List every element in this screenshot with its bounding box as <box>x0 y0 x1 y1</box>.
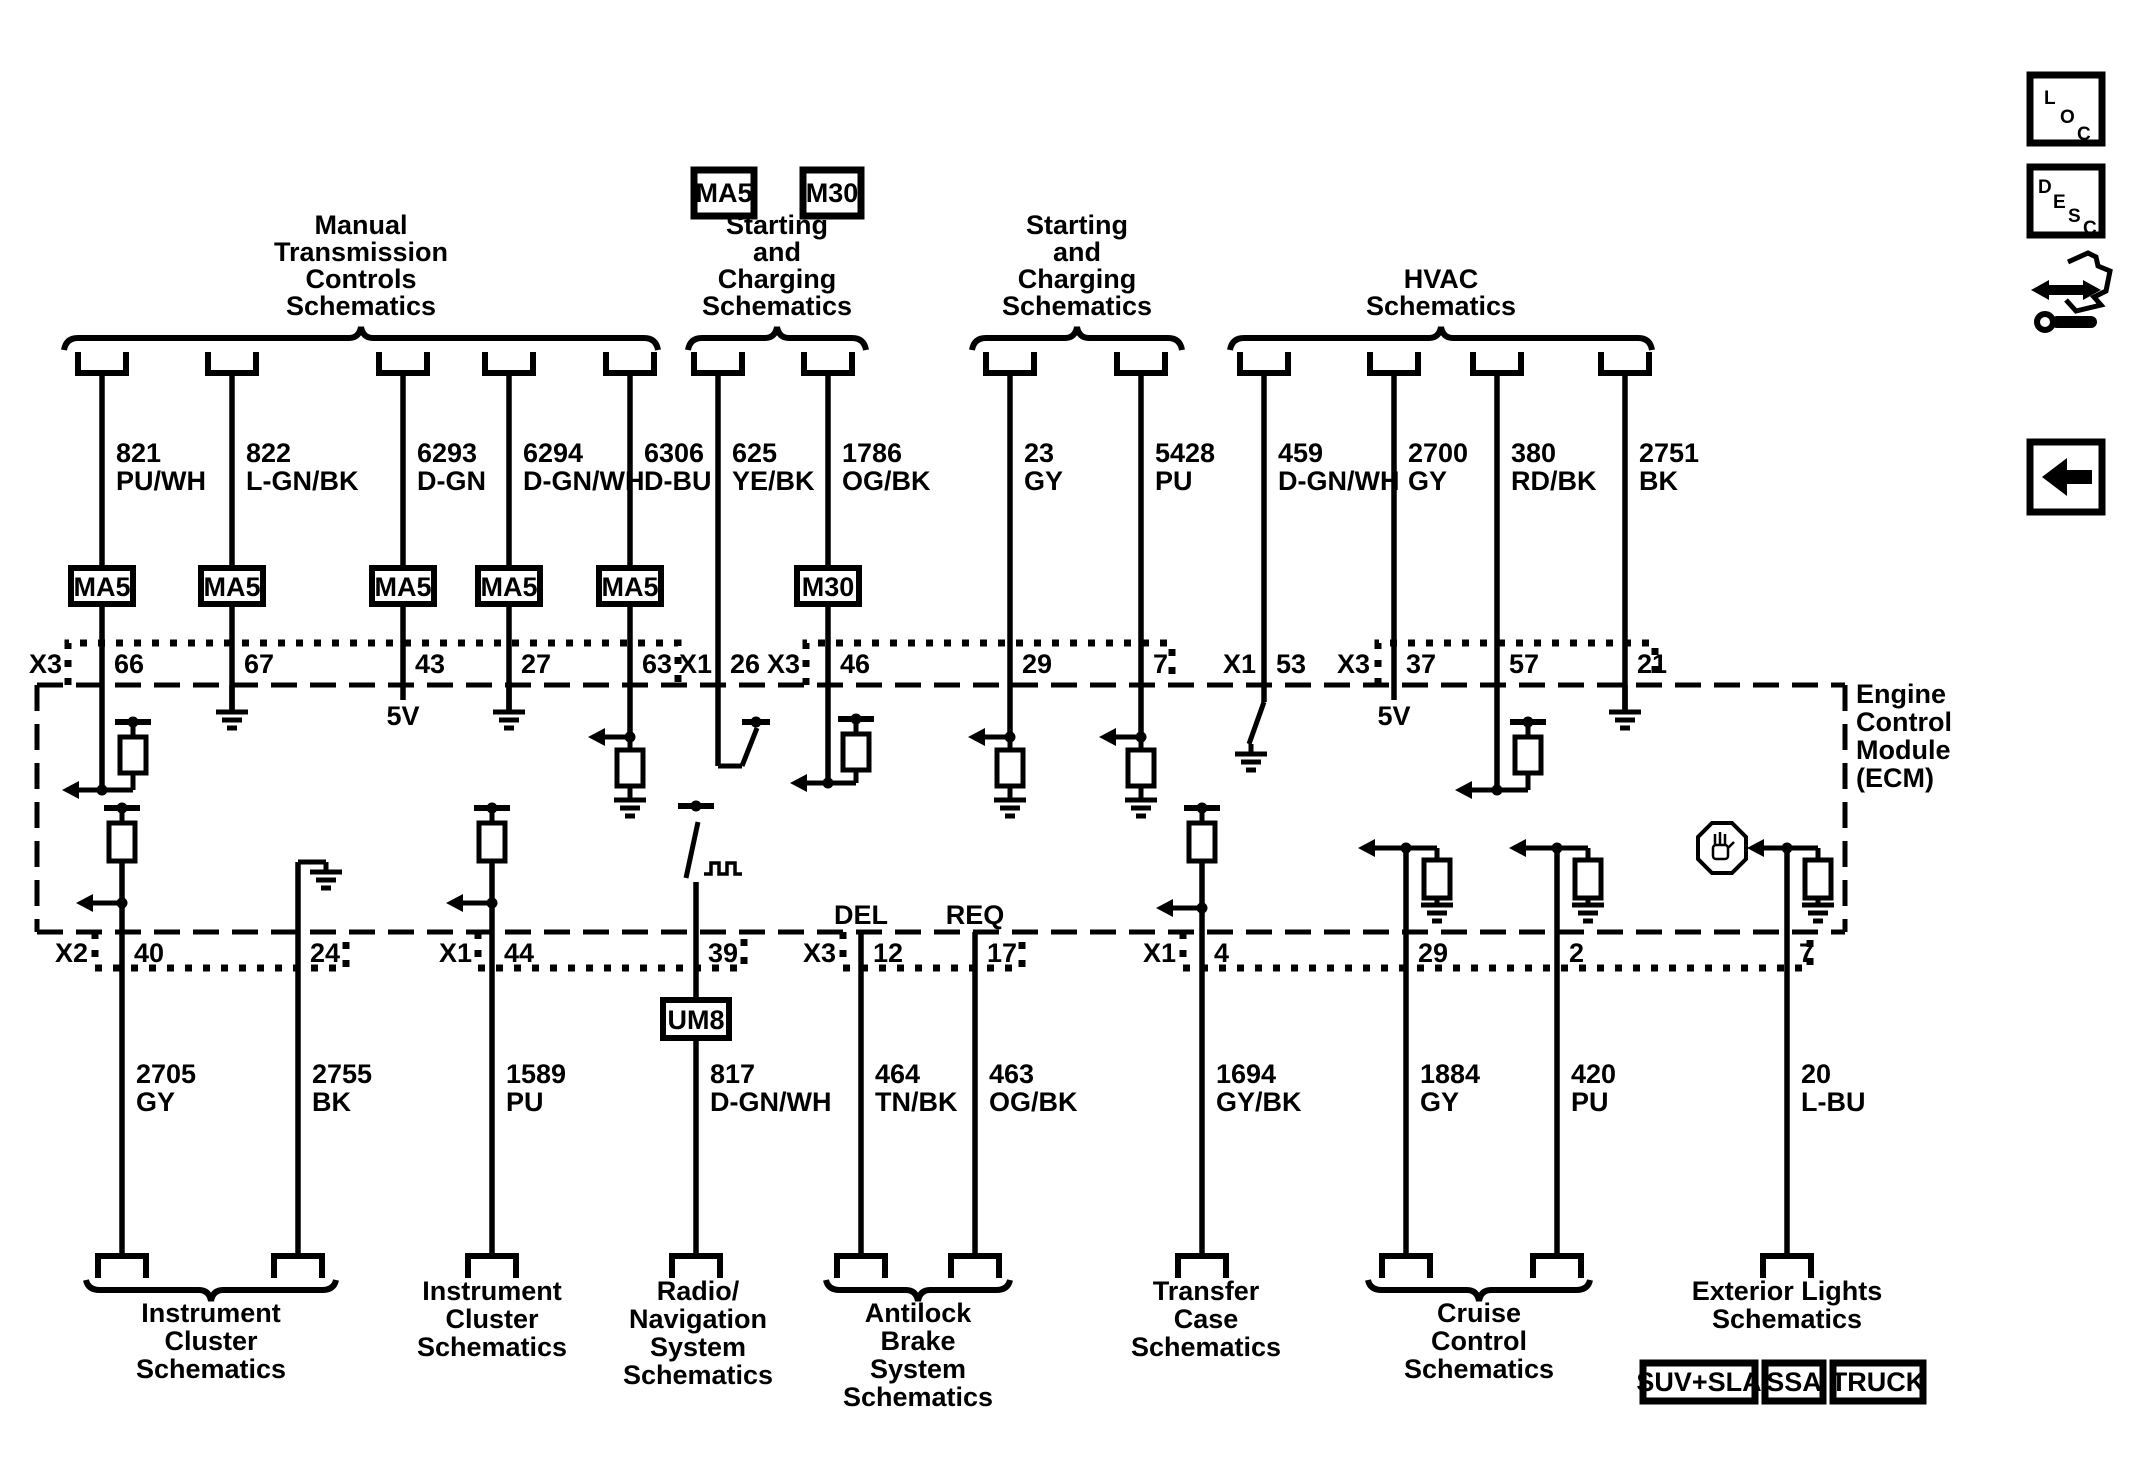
pin-number: 7 <box>1153 649 1169 679</box>
group-label-line: Instrument <box>141 1298 281 1328</box>
connector-prefix: X1 <box>438 938 472 968</box>
pin-number: 7 <box>1799 938 1815 968</box>
wire-color-label: D-GN/WH <box>1278 466 1400 496</box>
desc-letter: S <box>2068 206 2081 227</box>
group-label-line: Schematics <box>416 1332 568 1362</box>
pin-number: 26 <box>730 649 761 679</box>
pin-number: 29 <box>1418 938 1449 968</box>
group-label-line: Instrument <box>422 1276 562 1306</box>
stop-hand-icon <box>1698 823 1746 873</box>
corner-icon-group <box>2030 75 2110 512</box>
group-label-line: Control <box>1431 1326 1527 1356</box>
ecm-label-line: Control <box>1856 707 1952 737</box>
wire-color-label: GY <box>1408 466 1448 496</box>
group-label-line: Controls <box>305 264 417 294</box>
inline-connector-label: MA5 <box>73 572 131 602</box>
group-label-line: Schematics <box>842 1382 994 1412</box>
wire-circuit-label: 2705 <box>136 1059 197 1089</box>
ecm-label-line: (ECM) <box>1856 763 1934 793</box>
wire-color-label: PU <box>1155 466 1193 496</box>
wire-circuit-label: 817 <box>710 1059 756 1089</box>
wire-circuit-label: 464 <box>875 1059 921 1089</box>
variant-tags <box>1636 1363 1925 1401</box>
group-label-line: Cruise <box>1436 1298 1522 1328</box>
connector-prefix: X3 <box>1336 649 1370 679</box>
signal-tag-del: DEL <box>834 900 888 930</box>
wire-color-label: PU/WH <box>116 466 206 496</box>
group-label-line: Schematics <box>135 1354 287 1384</box>
group-label-line: Navigation <box>628 1304 768 1334</box>
wire-circuit-label: 2700 <box>1408 438 1469 468</box>
wire-circuit-label: 6306 <box>644 438 705 468</box>
pin-number: 63 <box>642 649 673 679</box>
pin-number: 37 <box>1406 649 1437 679</box>
group-label-line: Antilock <box>864 1298 972 1328</box>
wire-color-label: BK <box>1639 466 1678 496</box>
signal-tag-req: REQ <box>945 900 1005 930</box>
wire-circuit-label: 380 <box>1511 438 1557 468</box>
wire-circuit-label: 6294 <box>523 438 584 468</box>
group-label-line: Starting <box>725 210 829 240</box>
pin-number: 24 <box>310 938 341 968</box>
group-label-line: Charging <box>1017 264 1137 294</box>
wire-circuit-label: 1884 <box>1420 1059 1481 1089</box>
wire-circuit-label: 463 <box>989 1059 1035 1089</box>
group-label-line: System <box>869 1354 967 1384</box>
pin-number: 57 <box>1509 649 1540 679</box>
wire-circuit-label: 625 <box>732 438 778 468</box>
ecm-label-line: Module <box>1856 735 1951 765</box>
legend-connector-label: M30 <box>805 178 859 208</box>
group-label-line: Cluster <box>164 1326 258 1356</box>
loc-button[interactable] <box>2030 75 2102 145</box>
legend-connector-label: MA5 <box>695 178 753 208</box>
junction-dot <box>823 778 834 789</box>
wire-color-label: GY <box>136 1087 176 1117</box>
supply-5v-label: 5V <box>1377 701 1411 731</box>
connector-prefix: X3 <box>802 938 836 968</box>
group-label-line: Radio/ <box>656 1276 740 1306</box>
variant-tag-label: SSA <box>1766 1367 1822 1397</box>
group-label-line: Cluster <box>445 1304 539 1334</box>
inline-connector-label: MA5 <box>374 572 432 602</box>
wire-circuit-label: 420 <box>1571 1059 1617 1089</box>
back-button[interactable] <box>2030 442 2102 512</box>
group-label-line: Schematics <box>285 291 437 321</box>
group-label-line: Schematics <box>1001 291 1153 321</box>
wire-circuit-label: 5428 <box>1155 438 1216 468</box>
pin-number: 39 <box>708 938 739 968</box>
wire-color-label: D-BU <box>644 466 712 496</box>
group-label-line: Schematics <box>701 291 853 321</box>
supply-dot <box>691 801 702 812</box>
connector-prefix: X1 <box>678 649 712 679</box>
contact-dot <box>751 717 762 728</box>
wire-color-label: OG/BK <box>842 466 931 496</box>
variant-tag-label: TRUCK <box>1830 1367 1926 1397</box>
wire-circuit-label: 1694 <box>1216 1059 1277 1089</box>
connector-prefix: X3 <box>766 649 800 679</box>
loc-letter: C <box>2077 124 2091 145</box>
group-label-line: Transmission <box>273 237 449 267</box>
pin-number: 44 <box>504 938 535 968</box>
connector-prefix: X3 <box>28 649 62 679</box>
pin-number: 46 <box>840 649 871 679</box>
wire-color-label: GY <box>1420 1087 1460 1117</box>
wire-circuit-label: 1589 <box>506 1059 567 1089</box>
wire-color-label: TN/BK <box>875 1087 958 1117</box>
wire-circuit-label: 2751 <box>1639 438 1700 468</box>
supply-5v-label: 5V <box>386 701 420 731</box>
pin-number: 43 <box>415 649 446 679</box>
bottom-group-exterior-lights <box>1692 1276 1883 1334</box>
wire-color-label: YE/BK <box>732 466 815 496</box>
connector-prefix: X2 <box>54 938 88 968</box>
desc-letter: C <box>2083 218 2097 239</box>
group-label-line: Schematics <box>622 1360 774 1390</box>
desc-button[interactable] <box>2030 167 2102 239</box>
group-label-line: Schematics <box>1130 1332 1282 1362</box>
wire-circuit-label: 6293 <box>417 438 478 468</box>
ecm-label-line: Engine <box>1856 679 1947 709</box>
wire-color-label: D-GN <box>417 466 486 496</box>
wire-color-label: D-GN/WH <box>710 1087 832 1117</box>
pin-number: 27 <box>521 649 552 679</box>
wire-color-label: PU <box>1571 1087 1609 1117</box>
pin-number: 53 <box>1276 649 1307 679</box>
junction-dot <box>97 785 108 796</box>
pin-number: 66 <box>114 649 145 679</box>
pin-number: 29 <box>1022 649 1053 679</box>
wire-color-label: D-GN/WH <box>523 466 645 496</box>
loc-letter: O <box>2060 107 2075 128</box>
wire-circuit-label: 821 <box>116 438 162 468</box>
pin-number: 4 <box>1214 938 1230 968</box>
pin-number: 67 <box>244 649 275 679</box>
group-label-line: Starting <box>1025 210 1129 240</box>
wire-color-label: BK <box>312 1087 351 1117</box>
wire-color-label: PU <box>506 1087 544 1117</box>
group-label-line: System <box>649 1332 747 1362</box>
wrench-handle <box>2051 316 2097 328</box>
desc-letter: D <box>2038 177 2052 198</box>
group-label-line: Charging <box>717 264 837 294</box>
group-label-line: Schematics <box>1365 291 1517 321</box>
wire-color-label: RD/BK <box>1511 466 1597 496</box>
pin-number: 21 <box>1637 649 1668 679</box>
connector-prefix: X1 <box>1142 938 1176 968</box>
wire-circuit-label: 1786 <box>842 438 903 468</box>
inline-connector-label: MA5 <box>480 572 538 602</box>
connector-prefix: X1 <box>1222 649 1256 679</box>
pin-number: 2 <box>1569 938 1585 968</box>
group-label-line: Schematics <box>1711 1304 1863 1334</box>
variant-tag-label: SUV+SLA <box>1636 1367 1762 1397</box>
pin-number: 17 <box>987 938 1018 968</box>
inline-connector-label: M30 <box>801 572 855 602</box>
wire-circuit-label: 459 <box>1278 438 1324 468</box>
pin-number: 12 <box>873 938 904 968</box>
wire-color-label: GY <box>1024 466 1064 496</box>
group-label-line: Case <box>1173 1304 1239 1334</box>
group-label-line: Transfer <box>1152 1276 1260 1306</box>
pin-number: 40 <box>134 938 165 968</box>
inline-connector-label: MA5 <box>203 572 261 602</box>
group-label-line: and <box>1052 237 1102 267</box>
group-label-line: Manual <box>314 210 408 240</box>
wire-color-label: OG/BK <box>989 1087 1078 1117</box>
wire-circuit-label: 20 <box>1801 1059 1832 1089</box>
junction-dot <box>1492 785 1503 796</box>
group-label-line: Exterior Lights <box>1691 1276 1883 1306</box>
wire-color-label: L-BU <box>1801 1087 1866 1117</box>
wire-color-label: GY/BK <box>1216 1087 1302 1117</box>
wire-circuit-label: 2755 <box>312 1059 373 1089</box>
desc-letter: E <box>2053 192 2066 213</box>
inline-connector-label: MA5 <box>601 572 659 602</box>
inline-module-label: UM8 <box>667 1005 725 1035</box>
group-label-line: Brake <box>880 1326 956 1356</box>
group-label-line: HVAC <box>1403 264 1479 294</box>
wire-circuit-label: 822 <box>246 438 292 468</box>
group-label-line: Schematics <box>1403 1354 1555 1384</box>
group-label-line: and <box>752 237 802 267</box>
wire-color-label: L-GN/BK <box>246 466 359 496</box>
loc-letter: L <box>2044 88 2056 109</box>
wire-circuit-label: 23 <box>1024 438 1055 468</box>
